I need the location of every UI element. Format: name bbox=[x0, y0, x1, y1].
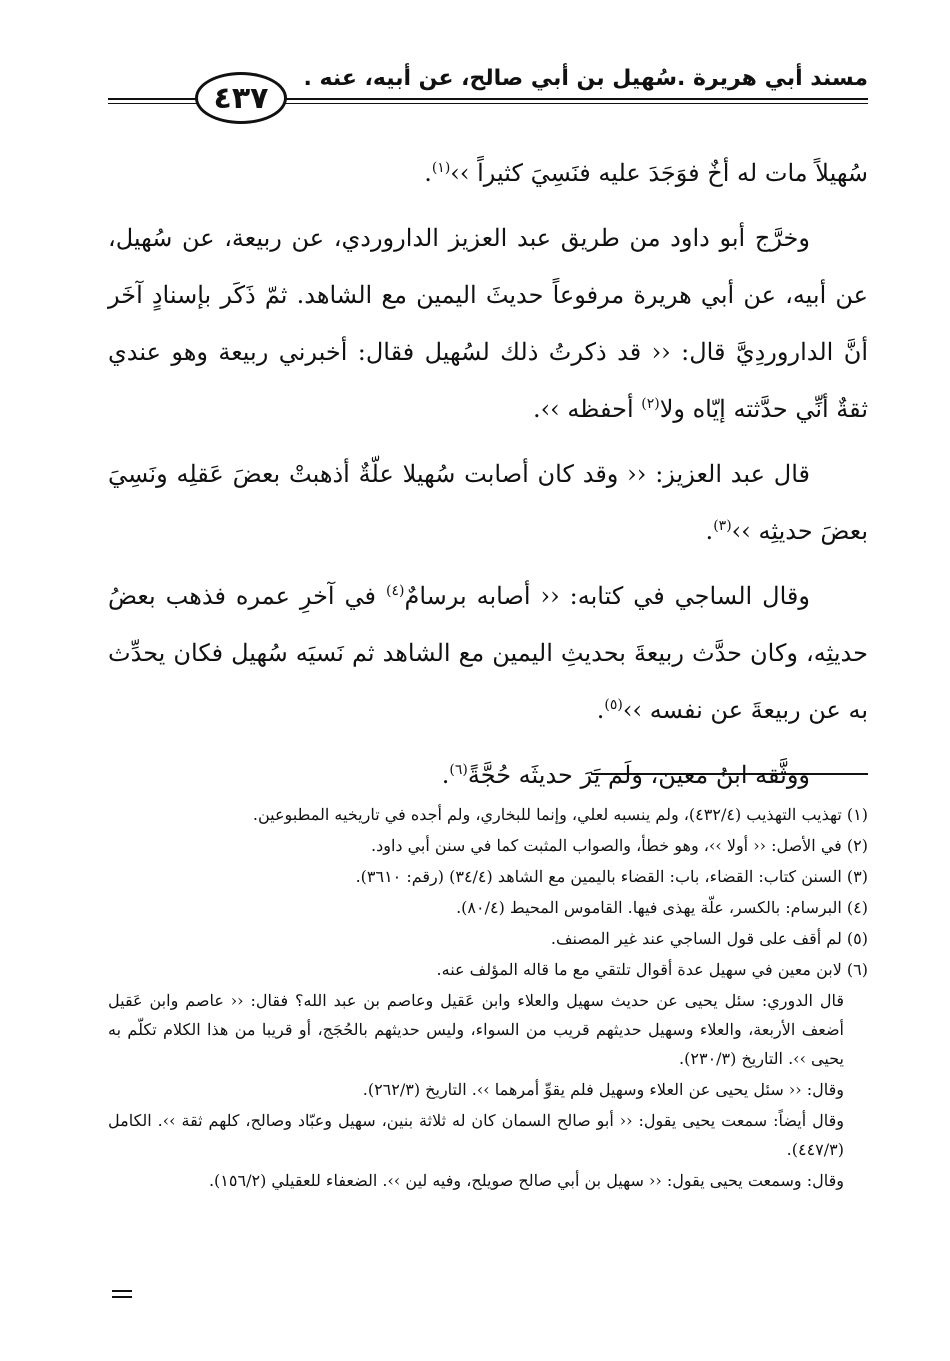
paragraph-4-period: . bbox=[596, 696, 605, 724]
paragraph-3-period: . bbox=[705, 517, 714, 545]
header-title: مسند أبي هريرة .سُهيل بن أبي صالح، عن أبيه، عنه . bbox=[303, 66, 868, 91]
page-number-badge: ٤٣٧ bbox=[195, 72, 287, 124]
paragraph-1-period: . bbox=[424, 159, 432, 187]
main-text bbox=[108, 145, 868, 812]
footnote-1: (١) تهذيب التهذيب (٤٣٢/٤)، ولم ينسبه لعلي، وإنما للبخاري، ولم أجده في تاريخيه المطبوعين. bbox=[252, 805, 868, 824]
paragraph-2-tail: أحفظه ››. bbox=[532, 395, 642, 423]
footnote-ref-6: (٦) bbox=[449, 762, 468, 778]
paragraph-4-text-a: وقال الساجي في كتابه: ‹‹ أصابه برسامٌ bbox=[404, 582, 810, 610]
footnote-6-detail-3: وقال أيضاً: سمعت يحيى يقول: ‹‹ أبو صالح السمان كان له ثلاثة بنين، سهيل وعبّاد وصالح، كلهم ثقة ››. الكامل (٤٤٧/٣). bbox=[108, 1111, 844, 1159]
footnote-4: (٤) البرسام: بالكسر، علّة يهذى فيها. القاموس المحيط (٨٠/٤). bbox=[456, 898, 868, 917]
footnote-5: (٥) لم أقف على قول الساجي عند غير المصنف. bbox=[550, 929, 868, 948]
paragraph-3 bbox=[108, 446, 868, 560]
footnote-6-detail-2: وقال: ‹‹ سئل يحيى عن العلاء وسهيل فلم يقوِّ أمرهما ››. التاريخ (٢٦٢/٣). bbox=[362, 1080, 844, 1099]
footnote-6-detail-4: وقال: وسمعت يحيى يقول: ‹‹ سهيل بن أبي صالح صويلح، وفيه لين ››. الضعفاء للعقيلي (١٥٦/٢). bbox=[208, 1171, 844, 1190]
footnotes bbox=[108, 800, 868, 1197]
paragraph-4 bbox=[108, 568, 868, 739]
paragraph-2-text: وخرَّج أبو داود من طريق عبد العزيز الداروردي، عن ربيعة، عن سُهيل، عن أبيه، عن أبي هريرة مرفوعاً حديثَ اليمين مع الشاهد. ثمّ ذَكَر بإسنادٍ آخَر أنَّ الداروردِيَّ قال: ‹‹ قد ذكرتُ ذلك لسُهيل فقال: أخبرني ربيعة وهو عندي ثقةٌ أنِّي حدَّثته إيّاه ولا bbox=[108, 224, 868, 423]
paragraph-1 bbox=[108, 145, 868, 202]
footnote-ref-3: (٣) bbox=[713, 518, 732, 534]
footnote-6-detail-1: قال الدوري: سئل يحيى عن حديث سهيل والعلاء وابن عَقيل وعاصم بن عبد الله؟ فقال: ‹‹ عاصم وابن عَقيل أضعف الأربعة، والعلاء وسهيل حديثهم قريب من السواء، وليس حديثهم بالحُجَج، أو قريبا من هذا الكلام تكلّم به يحيى ››. التاريخ (٢٣٠/٣). bbox=[108, 991, 845, 1068]
footnote-2: (٢) في الأصل: ‹‹ أولا ››، وهو خطأ، والصواب المثبت كما في سنن أبي داود. bbox=[371, 836, 868, 855]
paragraph-5 bbox=[108, 747, 868, 804]
continuation-mark bbox=[112, 1290, 132, 1298]
footnote-3: (٣) السنن كتاب: القضاء، باب: القضاء باليمين مع الشاهد (٣٤/٤) (رقم: ٣٦١٠). bbox=[355, 867, 868, 886]
footnote-ref-4: (٤) bbox=[386, 583, 405, 599]
paragraph-2 bbox=[108, 210, 868, 438]
paragraph-5-text: ووثَّقه ابنُ معين، ولَم يَرَ حديثَه حُجَّةً bbox=[467, 761, 810, 789]
paragraph-4-text-b: في آخرِ عمره فذهب بعضُ حديثِه، وكان حدَّث ربيعةَ بحديثِ اليمين مع الشاهد ثم نَسيَه سُهيل فكان يحدِّث به عن ربيعةَ عن نفسه ›› bbox=[108, 582, 868, 724]
paragraph-3-text: قال عبد العزيز: ‹‹ وقد كان أصابت سُهيلا علّةٌ أذهبتْ بعضَ عَقلِه ونَسِيَ بعضَ حديثِه ›› bbox=[108, 460, 868, 545]
footnote-ref-5: (٥) bbox=[604, 697, 623, 713]
footnote-ref-2: (٢) bbox=[641, 396, 660, 412]
paragraph-1-text: سُهيلاً مات له أخٌ فوَجَدَ عليه فنَسِيَ كثيراً ›› bbox=[450, 159, 868, 187]
footnote-ref-1: (١) bbox=[431, 160, 451, 176]
footnote-separator bbox=[591, 773, 868, 775]
paragraph-5-period: . bbox=[441, 761, 450, 789]
footnote-6: (٦) لابن معين في سهيل عدة أقوال تلتقي مع ما قاله المؤلف عنه. bbox=[436, 960, 868, 979]
